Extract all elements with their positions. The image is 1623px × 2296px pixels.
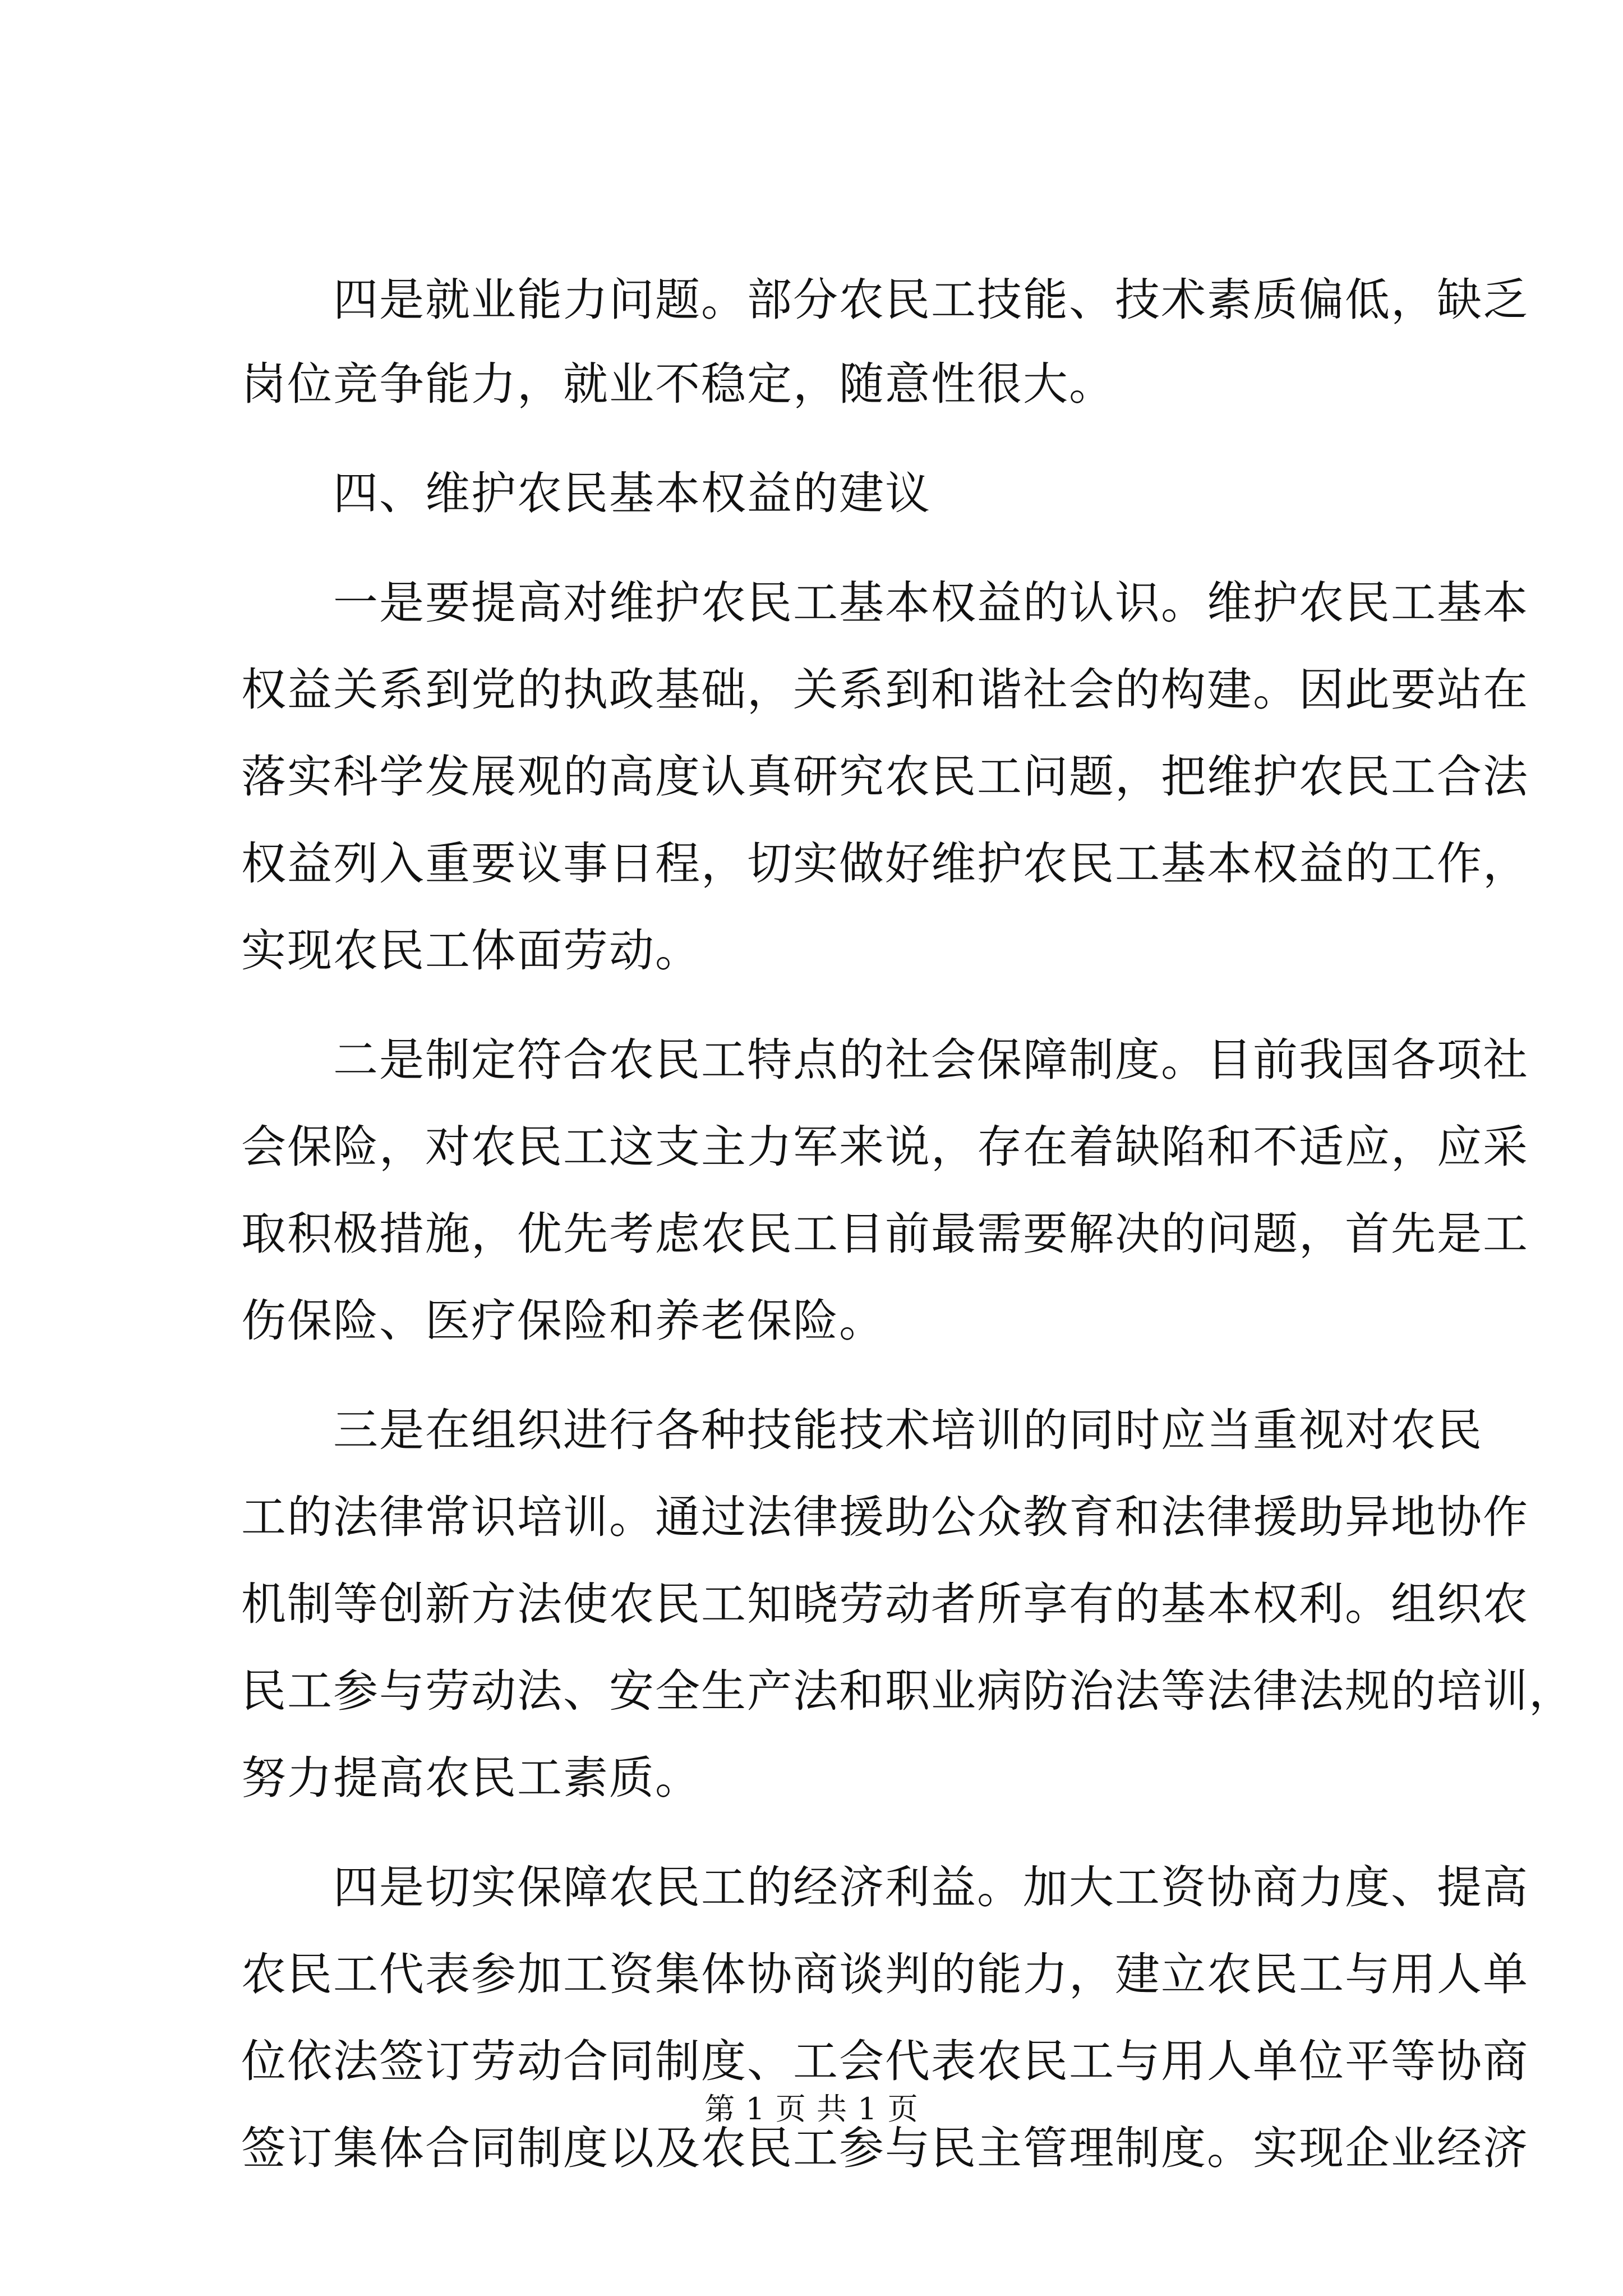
text-line: 签订集体合同制度以及农民工参与民主管理制度。实现企业经济	[241, 2122, 1529, 2174]
section-heading: 四、维护农民基本权益的建议	[241, 467, 931, 519]
text-line: 机制等创新方法使农民工知晓劳动者所享有的基本权利。组织农	[241, 1578, 1529, 1630]
text-line: 实现农民工体面劳动。	[241, 924, 701, 977]
text-line: 工的法律常识培训。通过法律援助公众教育和法律援助异地协作	[241, 1491, 1529, 1543]
text-line: 四是就业能力问题。部分农民工技能、技术素质偏低，缺乏	[241, 274, 1529, 326]
page-footer: 第 1 页 共 1 页	[704, 2091, 919, 2127]
text-line: 权益列入重要议事日程，切实做好维护农民工基本权益的工作，	[241, 838, 1529, 890]
text-line: 取积极措施，优先考虑农民工目前最需要解决的问题，首先是工	[241, 1208, 1529, 1260]
text-line: 伤保险、医疗保险和养老保险。	[241, 1295, 885, 1347]
text-line: 农民工代表参加工资集体协商谈判的能力，建立农民工与用人单	[241, 1948, 1529, 2000]
text-line: 会保险，对农民工这支主力军来说，存在着缺陷和不适应，应采	[241, 1121, 1529, 1173]
text-line: 位依法签订劳动合同制度、工会代表农民工与用人单位平等协商	[241, 2035, 1529, 2087]
text-line: 落实科学发展观的高度认真研究农民工问题，把维护农民工合法	[241, 751, 1529, 803]
text-line: 民工参与劳动法、安全生产法和职业病防治法等法律法规的培训，	[241, 1665, 1575, 1717]
text-line: 努力提高农民工素质。	[241, 1752, 701, 1804]
text-line: 四是切实保障农民工的经济利益。加大工资协商力度、提高	[241, 1861, 1529, 1913]
text-line: 岗位竞争能力，就业不稳定，随意性很大。	[241, 358, 1115, 410]
text-line: 二是制定符合农民工特点的社会保障制度。目前我国各项社	[241, 1034, 1529, 1086]
text-line: 一是要提高对维护农民工基本权益的认识。维护农民工基本	[241, 577, 1529, 629]
text-line: 权益关系到党的执政基础，关系到和谐社会的构建。因此要站在	[241, 664, 1529, 716]
text-line: 三是在组织进行各种技能技术培训的同时应当重视对农民	[241, 1404, 1483, 1456]
